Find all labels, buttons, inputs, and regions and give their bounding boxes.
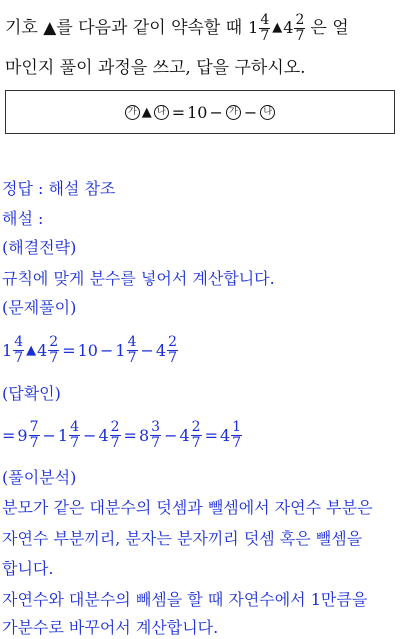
na-symbol: 나 [260, 105, 275, 120]
fraction: $\frac{2}{7}$ [49, 333, 59, 366]
question-line-2: 마인지 풀이 과정을 쓰고, 답을 구하시오. [5, 58, 306, 78]
equals-sign: = [2, 425, 16, 445]
definition-box [5, 90, 395, 134]
check-expression [2, 413, 243, 457]
minus-sign: − [209, 102, 223, 122]
fraction: $\frac{4}{7}$ [70, 418, 80, 451]
mixed-whole: 4 [98, 425, 109, 445]
mixed-whole: 4 [37, 340, 48, 360]
solve-expression [2, 328, 179, 372]
mixed-whole: 1 [248, 18, 259, 37]
equals-sign: = [171, 102, 186, 122]
na-symbol: 나 [154, 105, 169, 120]
question-line-1 [5, 8, 349, 48]
fraction: $\frac{4}{7}$ [260, 11, 270, 44]
minus-sign: − [243, 102, 258, 122]
analysis-title: (풀이분석) [2, 468, 77, 487]
strategy-title: (해결전략) [2, 238, 77, 257]
question-prefix: 기호 ▲를 다음과 같이 약속할 때 [5, 18, 243, 38]
minus-sign: − [164, 425, 178, 445]
fraction: $\frac{3}{7}$ [151, 418, 161, 451]
mixed-whole: 4 [283, 18, 294, 37]
strategy-text: 규칙에 맞게 분수를 넣어서 계산합니다. [2, 269, 275, 288]
fraction: $\frac{2}{7}$ [191, 418, 201, 451]
minus-sign: − [140, 340, 154, 360]
mixed-whole: 9 [17, 425, 28, 445]
mixed-whole: 1 [57, 425, 69, 445]
mixed-whole: 4 [155, 340, 167, 360]
analysis-line: 가분수로 바꾸어서 계산합니다. [2, 618, 219, 637]
equals-sign: = [123, 425, 137, 445]
minus-sign: − [83, 425, 97, 445]
fraction: $\frac{2}{7}$ [168, 333, 178, 366]
equals-sign: = [62, 340, 76, 360]
fraction: $\frac{4}{7}$ [14, 333, 24, 366]
minus-sign: − [42, 425, 56, 445]
fraction: $\frac{2}{7}$ [295, 11, 305, 44]
analysis-line: 분모가 같은 대분수의 덧셈과 뺄셈에서 자연수 부분은 [2, 498, 373, 517]
analysis-line: 자연수와 대분수의 빼셈을 할 때 자연수에서 1만큼을 [2, 590, 368, 609]
ten-value: 10 [77, 340, 98, 360]
haeseol-label: 해설 : [2, 209, 44, 228]
ga-symbol: 가 [226, 105, 241, 120]
mixed-whole: 1 [115, 340, 126, 360]
triangle-operator: ▲ [141, 104, 152, 120]
mixed-whole: 4 [219, 425, 231, 445]
triangle-operator: ▲ [272, 20, 283, 35]
triangle-operator: ▲ [26, 342, 37, 358]
mixed-whole: 4 [179, 425, 190, 445]
solve-title: (문제풀이) [2, 298, 77, 317]
ga-symbol: 가 [125, 105, 140, 120]
question-suffix: 은 얼 [310, 18, 349, 38]
equals-sign: = [204, 425, 218, 445]
fraction: $\frac{2}{7}$ [110, 418, 120, 451]
check-title: (답확인) [2, 384, 61, 403]
fraction: $\frac{7}{7}$ [29, 418, 39, 451]
mixed-whole: 1 [2, 340, 13, 360]
ten-value: 10 [187, 102, 208, 122]
fraction: $\frac{4}{7}$ [127, 333, 137, 366]
mixed-whole: 8 [138, 425, 150, 445]
analysis-line: 자연수 부분끼리, 분자는 분자끼리 덧셈 혹은 뺄셈을 [2, 529, 363, 548]
minus-sign: − [99, 340, 114, 360]
answer-label: 정답 : 해설 참조 [2, 179, 116, 198]
fraction: $\frac{1}{7}$ [232, 418, 242, 451]
analysis-line: 합니다. [2, 559, 54, 578]
